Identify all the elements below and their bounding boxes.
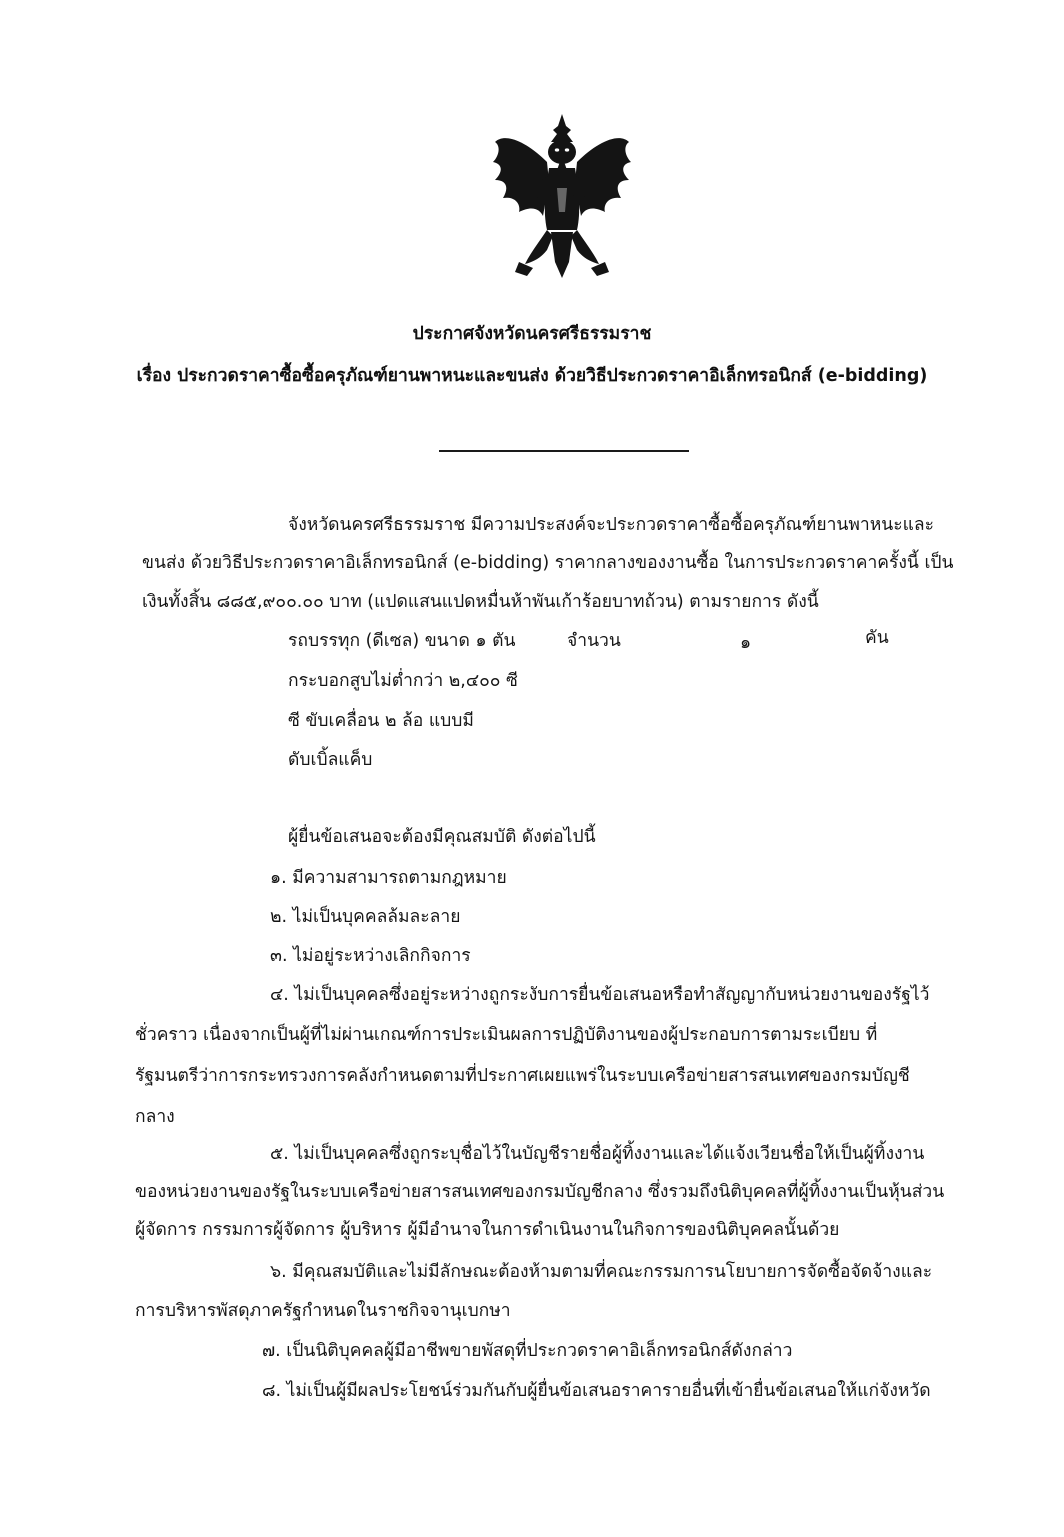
title-divider [439,450,689,452]
intro-line-1: จังหวัดนครศรีธรรมราช มีความประสงค์จะประกวดราคาซื้อซื้อครุภัณฑ์ยานพาหนะและ [288,515,935,535]
qualification-4-line-2: ชั่วคราว เนื่องจากเป็นผู้ที่ไม่ผ่านเกณฑ์การประเมินผลการปฏิบัติงานของผู้ประกอบการตามระเบียบ ที่ [135,1025,878,1045]
item-desc-line-1: รถบรรทุก (ดีเซล) ขนาด ๑ ตัน [288,631,516,651]
qualifications-heading: ผู้ยื่นข้อเสนอจะต้องมีคุณสมบัติ ดังต่อไปนี้ [288,827,596,847]
qualification-4-line-4: กลาง [135,1107,175,1127]
intro-line-3: เงินทั้งสิ้น ๘๘๕,๙๐๐.๐๐ บาท (แปดแสนแปดหมื่นห้าพันเก้าร้อยบาทถ้วน) ตามรายการ ดังนี้ [142,592,819,612]
announcement-subject: เรื่อง ประกวดราคาซื้อซื้อครุภัณฑ์ยานพาหนะและขนส่ง ด้วยวิธีประกวดราคาอิเล็กทรอนิกส์ (e-bidding) [136,366,928,386]
announcement-title: ประกาศจังหวัดนครศรีธรรมราช [412,324,652,344]
qualification-1: ๑. มีความสามารถตามกฎหมาย [270,868,507,888]
garuda-emblem-icon [487,112,637,282]
qualification-5-line-2: ของหน่วยงานของรัฐในระบบเครือข่ายสารสนเทศของกรมบัญชีกลาง ซึ่งรวมถึงนิติบุคคลที่ผู้ทิ้งงานเป็นหุ้นส่วน [135,1182,945,1202]
qualification-8: ๘. ไม่เป็นผู้มีผลประโยชน์ร่วมกันกับผู้ยื่นข้อเสนอราคารายอื่นที่เข้ายื่นข้อเสนอให้แก่จังหวัด [262,1381,931,1401]
qualification-5-line-3: ผู้จัดการ กรรมการผู้จัดการ ผู้บริหาร ผู้มีอำนาจในการดำเนินงานในกิจการของนิติบุคคลนั้นด้วย [135,1220,840,1240]
qualification-7: ๗. เป็นนิติบุคคลผู้มีอาชีพขายพัสดุที่ประกวดราคาอิเล็กทรอนิกส์ดังกล่าว [262,1341,793,1361]
qualification-6-line-2: การบริหารพัสดุภาครัฐกำหนดในราชกิจจานุเบกษา [135,1301,511,1321]
item-desc-line-4: ดับเบิ้ลแค็บ [288,750,373,770]
item-desc-line-2: กระบอกสูบไม่ต่ำกว่า ๒,๔๐๐ ซี [288,671,518,691]
item-qty-label: จำนวน [567,631,621,651]
qualification-4-line-3: รัฐมนตรีว่าการกระทรวงการคลังกำหนดตามที่ประกาศเผยแพร่ในระบบเครือข่ายสารสนเทศของกรมบัญชี [135,1066,910,1086]
qualification-6-line-1: ๖. มีคุณสมบัติและไม่มีลักษณะต้องห้ามตามที่คณะกรรมการนโยบายการจัดซื้อจัดจ้างและ [270,1262,933,1282]
item-desc-line-3: ซี ขับเคลื่อน ๒ ล้อ แบบมี [288,711,474,731]
item-qty-value: ๑ [740,633,752,653]
qualification-2: ๒. ไม่เป็นบุคคลล้มละลาย [270,907,461,927]
qualification-4-line-1: ๔. ไม่เป็นบุคคลซึ่งอยู่ระหว่างถูกระงับการยื่นข้อเสนอหรือทำสัญญากับหน่วยงานของรัฐไว้ [270,985,930,1005]
qualification-3: ๓. ไม่อยู่ระหว่างเลิกกิจการ [270,946,471,966]
item-unit: คัน [865,628,889,648]
qualification-5-line-1: ๕. ไม่เป็นบุคคลซึ่งถูกระบุชื่อไว้ในบัญชีรายชื่อผู้ทิ้งงานและได้แจ้งเวียนชื่อให้เป็นผู้ทิ้งงาน [270,1144,925,1164]
intro-line-2: ขนส่ง ด้วยวิธีประกวดราคาอิเล็กทรอนิกส์ (e-bidding) ราคากลางของงานซื้อ ในการประกวดราคาครั้งนี้ เป็น [142,553,954,573]
